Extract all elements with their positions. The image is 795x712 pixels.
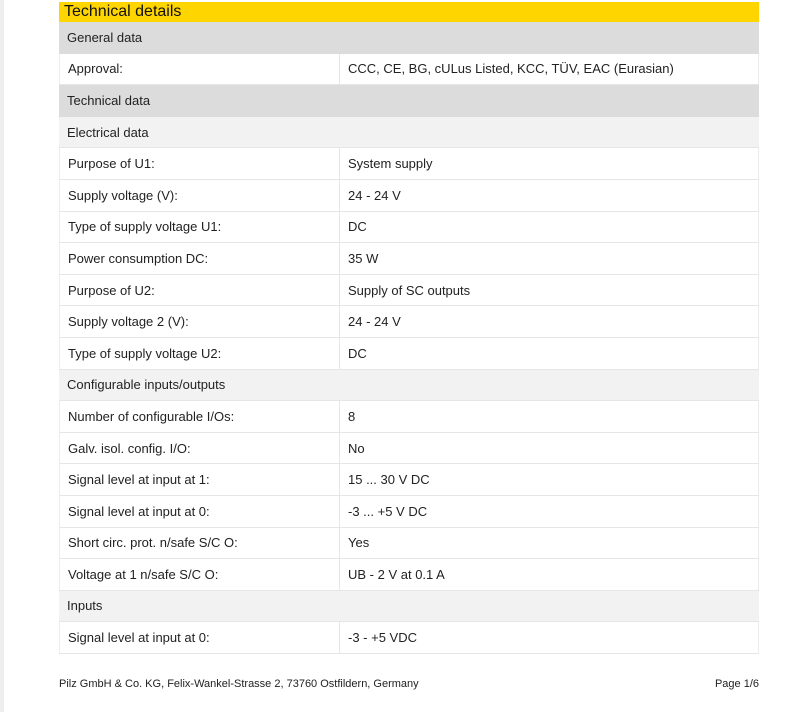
property-value: DC [339,212,759,243]
table-row [59,338,759,370]
subgroup-header-row [59,117,759,149]
property-value: Yes [339,528,759,559]
property-label: Supply voltage 2 (V): [59,306,339,337]
property-label: Purpose of U1: [59,148,339,179]
table-row [59,559,759,591]
page-footer [59,678,759,690]
page-left-edge [0,0,4,712]
table-row [59,180,759,212]
property-label: Signal level at input at 0: [59,622,339,653]
group-header-row [59,22,759,54]
table-row [59,464,759,496]
table-row [59,54,759,86]
subgroup-header-row [59,370,759,402]
property-value: Supply of SC outputs [339,275,759,306]
property-value: 24 - 24 V [339,180,759,211]
subgroup-header-label: Inputs [67,598,103,614]
property-value: System supply [339,148,759,179]
property-value: 24 - 24 V [339,306,759,337]
table-row [59,401,759,433]
property-label: Signal level at input at 1: [59,464,339,495]
property-label: Number of configurable I/Os: [59,401,339,432]
table-row [59,528,759,560]
property-value: -3 ... +5 V DC [339,496,759,527]
property-label: Approval: [59,54,339,85]
footer-page-number: Page 1/6 [714,678,759,690]
table-row [59,433,759,465]
table-row [59,148,759,180]
property-value: 15 ... 30 V DC [339,464,759,495]
table-row [59,243,759,275]
property-label: Signal level at input at 0: [59,496,339,527]
property-value: 8 [339,401,759,432]
technical-details-page [59,2,759,654]
table-row [59,212,759,244]
property-label: Galv. isol. config. I/O: [59,433,339,464]
property-label: Short circ. prot. n/safe S/C O: [59,528,339,559]
property-label: Power consumption DC: [59,243,339,274]
property-label: Voltage at 1 n/safe S/C O: [59,559,339,590]
table-row [59,496,759,528]
footer-company-address: Pilz GmbH & Co. KG, Felix-Wankel-Strasse 2, 73760 Ostfildern, Germany [59,678,419,690]
group-header-row [59,85,759,117]
property-value: No [339,433,759,464]
property-value: DC [339,338,759,369]
property-value: UB - 2 V at 0.1 A [339,559,759,590]
table-row [59,622,759,654]
property-value: -3 - +5 VDC [339,622,759,653]
group-header-label: Technical data [67,92,151,108]
property-label: Supply voltage (V): [59,180,339,211]
table-row [59,275,759,307]
table-row [59,306,759,338]
section-title: Technical details [59,2,759,22]
property-label: Type of supply voltage U2: [59,338,339,369]
property-value: CCC, CE, BG, cULus Listed, KCC, TÜV, EAC (Eurasian) [339,54,759,85]
technical-details-table [59,22,759,654]
property-label: Purpose of U2: [59,275,339,306]
group-header-label: General data [67,29,143,45]
subgroup-header-label: Electrical data [67,124,149,140]
property-value: 35 W [339,243,759,274]
subgroup-header-label: Configurable inputs/outputs [67,377,226,393]
subgroup-header-row [59,591,759,623]
property-label: Type of supply voltage U1: [59,212,339,243]
